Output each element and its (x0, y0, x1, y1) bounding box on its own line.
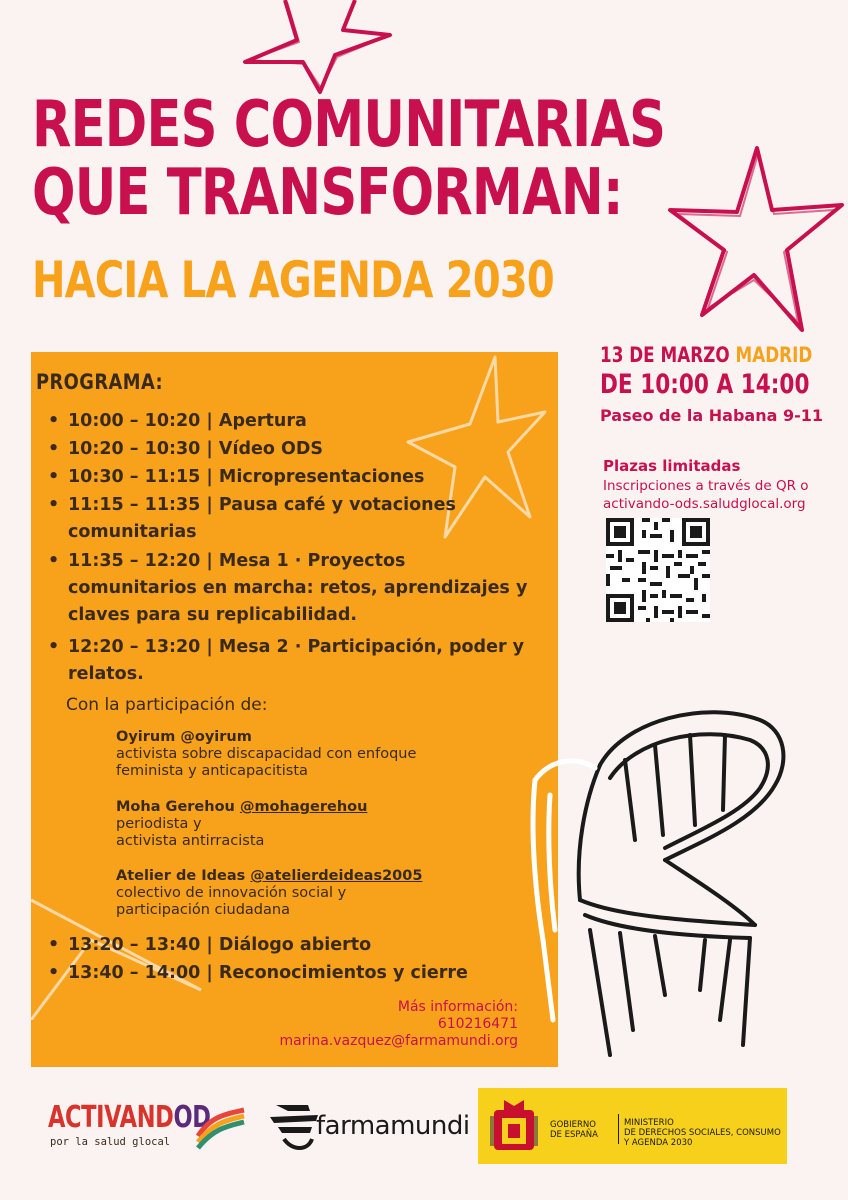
agenda-item (48, 436, 538, 463)
subtitle: HACIA LA AGENDA 2030 (32, 251, 554, 309)
farmamundi-logo (268, 1095, 470, 1161)
agenda-item-text: 12:20 – 13:20 | Mesa 2 · Participación, poder y relatos. (68, 637, 525, 684)
guest-desc: colectivo de innovación social y (116, 885, 347, 901)
inscriptions-url[interactable]: activando-ods.saludglocal.org (603, 496, 806, 512)
bullet: • (48, 935, 60, 955)
ministry-line: MINISTERIO (624, 1118, 674, 1128)
qr-code-icon[interactable] (606, 518, 710, 622)
chair-illustration-icon (505, 690, 790, 1060)
guest-desc: feminista y anticapacitista (116, 763, 308, 779)
event-info (600, 343, 840, 425)
guest-name: Moha Gerehou (116, 799, 240, 815)
guest-desc: activista sobre discapacidad con enfoque (116, 746, 417, 762)
contact-email[interactable]: marina.vazquez@farmamundi.org (279, 1033, 518, 1049)
agenda-item (48, 408, 538, 435)
star-doodle-top-icon (225, 0, 405, 95)
agenda-item (48, 548, 538, 629)
bullet: • (48, 637, 60, 657)
logo-text: ACTIVAND (48, 1100, 174, 1135)
bullet: • (48, 495, 60, 515)
agenda-item-text: 10:30 – 11:15 | Micropresentaciones (68, 467, 425, 487)
logo-subtitle: por la salud glocal (50, 1136, 171, 1148)
city-text: MADRID (735, 343, 813, 367)
guest-desc: activista antirracista (116, 833, 265, 849)
activando-ribbon-icon (196, 1106, 246, 1154)
inscriptions-text: Inscripciones a través de QR o (603, 478, 809, 494)
gov-line: DE ESPAÑA (550, 1130, 598, 1140)
program-heading: PROGRAMA: (36, 370, 164, 394)
agenda-item-text: 10:00 – 10:20 | Apertura (68, 411, 307, 431)
date-text: 13 DE MARZO (600, 343, 730, 367)
ministry-line: DE DERECHOS SOCIALES, CONSUMO (624, 1128, 781, 1138)
spain-coat-of-arms-icon (488, 1096, 540, 1158)
guest-handle-link[interactable]: @mohagerehou (239, 799, 368, 815)
gobierno-espana-logo (478, 1088, 787, 1164)
contact-label: Más información: (397, 999, 518, 1015)
agenda-item-text: 11:15 – 11:35 | Pausa café y votaciones comunitarias (68, 495, 456, 542)
ministry-line: Y AGENDA 2030 (624, 1138, 693, 1148)
event-address: Paseo de la Habana 9-11 (600, 406, 823, 425)
bullet: • (48, 439, 60, 459)
agenda-item-text: 13:40 – 14:00 | Reconocimientos y cierre (68, 963, 468, 983)
guest-handle-link[interactable]: @atelierdeideas2005 (250, 868, 423, 884)
guest-desc: periodista y (116, 816, 202, 832)
agenda-item-text: 10:20 – 10:30 | Vídeo ODS (68, 439, 323, 459)
guest-name: Oyirum @oyirum (116, 729, 252, 745)
agenda-item (48, 960, 538, 987)
title-line-1: REDES COMUNITARIAS (32, 88, 666, 162)
agenda-item-text: 11:35 – 12:20 | Mesa 1 · Proyectos comunitarios en marcha: retos, aprendizajes y claves para su replicabilidad. (68, 551, 528, 625)
bullet: • (48, 467, 60, 487)
gov-name (550, 1120, 598, 1140)
activando-ods-logo (48, 1100, 248, 1158)
agenda-item-text: 13:20 – 13:40 | Diálogo abierto (68, 935, 372, 955)
guest-name: Atelier de Ideas (116, 868, 251, 884)
star-doodle-right-icon (662, 140, 848, 340)
agenda-item (48, 932, 538, 959)
logo-text-od: OD (173, 1100, 211, 1135)
divider (618, 1114, 619, 1144)
title-line-2: QUE TRANSFORMAN: (32, 156, 623, 230)
bullet: • (48, 963, 60, 983)
guest-atelier (116, 868, 536, 919)
bullet: • (48, 411, 60, 431)
guest-desc: participación ciudadana (116, 902, 290, 918)
contact-phone[interactable]: 610216471 (437, 1016, 518, 1032)
limited-seats: Plazas limitadas (603, 457, 741, 475)
inscriptions-info (603, 477, 843, 513)
participants-label: Con la participación de: (66, 695, 268, 715)
ministry-name (624, 1118, 784, 1148)
event-time: DE 10:00 A 14:00 (600, 369, 810, 400)
bullet: • (48, 551, 60, 571)
gov-line: GOBIERNO (550, 1120, 596, 1130)
event-date (600, 343, 813, 367)
guest-oyirum (116, 729, 536, 780)
contact-info (270, 999, 518, 1050)
guest-moha (116, 799, 536, 850)
agenda-item (48, 634, 538, 688)
logo-text: farmamundi (316, 1111, 470, 1141)
agenda-item (48, 464, 538, 491)
agenda-item (48, 492, 468, 546)
